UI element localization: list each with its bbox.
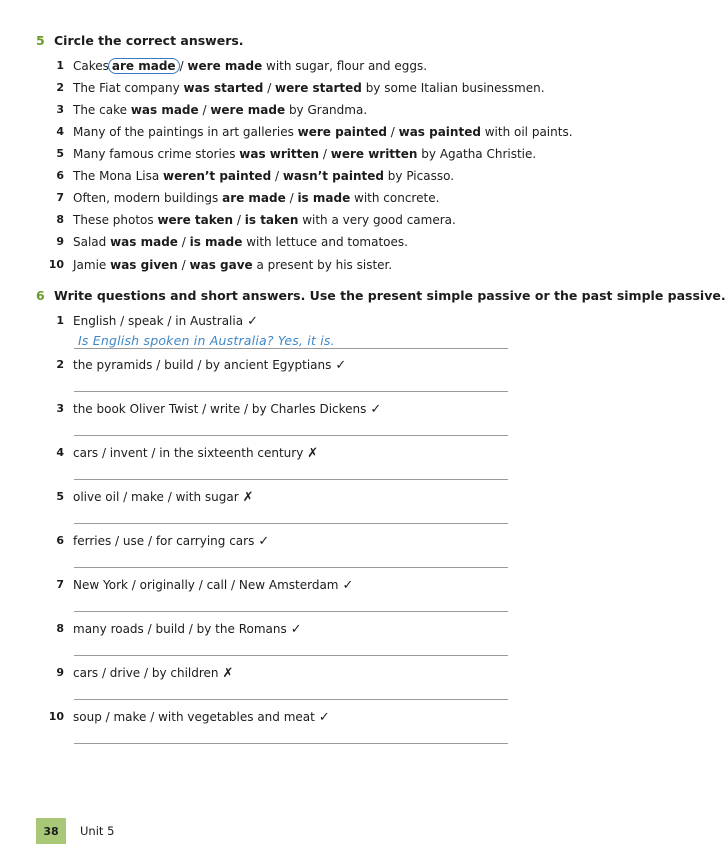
sentence-start: Jamie — [73, 258, 111, 272]
option-2[interactable]: were written — [330, 147, 418, 161]
separator: / — [233, 213, 245, 227]
item-number: 8 — [56, 213, 64, 226]
sentence-end: with sugar, flour and eggs. — [262, 59, 428, 73]
check-icon: ✓ — [247, 314, 258, 329]
separator: / — [179, 59, 188, 73]
item-prompt — [73, 402, 381, 417]
item-sentence — [73, 147, 536, 161]
option-2[interactable]: is made — [297, 191, 351, 205]
item-number: 9 — [56, 666, 64, 679]
item-number: 8 — [56, 622, 64, 635]
sentence-end: a present by his sister. — [252, 258, 393, 272]
exercise-title: Write questions and short answers. Use the present simple passive or the past simple passive. — [54, 288, 726, 303]
check-icon: ✓ — [258, 534, 270, 549]
option-1[interactable]: was started — [183, 81, 264, 95]
answer-line[interactable] — [74, 479, 508, 480]
item-prompt — [73, 446, 318, 461]
page-footer — [0, 818, 638, 849]
option-1[interactable]: was made — [110, 235, 178, 249]
item-sentence — [73, 125, 573, 139]
item-sentence — [73, 258, 392, 272]
answer-handwriting: Is English spoken in Australia? Yes, it is. — [78, 333, 335, 348]
sentence-start: Many of the paintings in art galleries — [73, 125, 298, 139]
sentence-start: The Fiat company — [73, 81, 184, 95]
item-prompt — [73, 314, 258, 329]
item-number: 5 — [56, 147, 64, 160]
separator: / — [271, 169, 283, 183]
cross-icon: ✗ — [222, 666, 234, 681]
sentence-start: Salad — [73, 235, 111, 249]
separator: / — [386, 125, 399, 139]
sentence-end: by Picasso. — [383, 169, 455, 183]
option-1[interactable]: was written — [239, 147, 320, 161]
item-number: 4 — [56, 446, 64, 459]
answer-line[interactable] — [74, 523, 508, 524]
item-sentence — [73, 235, 408, 249]
option-1[interactable]: was given — [110, 258, 178, 272]
item-prompt — [73, 578, 353, 593]
item-number: 4 — [56, 125, 64, 138]
item-number: 7 — [56, 191, 64, 204]
exercise-number: 5 — [36, 33, 45, 48]
option-2[interactable]: were started — [275, 81, 362, 95]
item-prompt — [73, 666, 233, 681]
answer-line[interactable] — [74, 391, 508, 392]
cross-icon: ✗ — [242, 490, 254, 505]
sentence-end: with a very good camera. — [298, 213, 456, 227]
prompt-text: cars / drive / by children — [73, 666, 219, 680]
item-prompt — [73, 358, 346, 373]
unit-label: Unit 5 — [80, 824, 115, 838]
exercise-title: Circle the correct answers. — [54, 33, 244, 48]
sentence-start: The cake — [73, 103, 131, 117]
circled-answer[interactable]: are made — [108, 58, 180, 74]
separator: / — [319, 147, 331, 161]
item-number: 6 — [56, 534, 64, 547]
prompt-text: New York / originally / call / New Amsterdam — [73, 578, 339, 592]
answer-line[interactable] — [74, 611, 508, 612]
item-number: 7 — [56, 578, 64, 591]
prompt-text: English / speak / in Australia — [73, 314, 244, 328]
option-2[interactable]: is made — [189, 235, 243, 249]
item-sentence — [73, 191, 439, 205]
option-2[interactable]: wasn’t painted — [282, 169, 384, 183]
option-2[interactable]: was gave — [189, 258, 253, 272]
option-2[interactable]: is taken — [244, 213, 299, 227]
option-1[interactable]: are made — [222, 191, 286, 205]
answer-line[interactable] — [74, 655, 508, 656]
option-2[interactable]: were made — [210, 103, 286, 117]
item-prompt — [73, 622, 302, 637]
separator: / — [285, 191, 298, 205]
item-prompt — [73, 490, 254, 505]
item-number: 6 — [56, 169, 64, 182]
item-number: 3 — [56, 103, 64, 116]
prompt-text: the pyramids / build / by ancient Egyptians — [73, 358, 332, 372]
prompt-text: cars / invent / in the sixteenth century — [73, 446, 304, 460]
separator: / — [177, 258, 190, 272]
answer-line[interactable] — [74, 567, 508, 568]
item-number: 1 — [56, 59, 64, 72]
sentence-start: Many famous crime stories — [73, 147, 240, 161]
exercise-number: 6 — [36, 288, 45, 303]
option-2[interactable]: was painted — [398, 125, 481, 139]
prompt-text: soup / make / with vegetables and meat — [73, 710, 315, 724]
separator: / — [177, 235, 190, 249]
item-number: 1 — [56, 314, 64, 327]
check-icon: ✓ — [335, 358, 347, 373]
item-number: 10 — [48, 710, 64, 723]
item-number: 3 — [56, 402, 64, 415]
separator: / — [263, 81, 276, 95]
sentence-end: by some Italian businessmen. — [361, 81, 545, 95]
option-1[interactable]: was made — [130, 103, 199, 117]
sentence-end: by Grandma. — [285, 103, 368, 117]
sentence-start: These photos — [73, 213, 158, 227]
check-icon: ✓ — [370, 402, 382, 417]
answer-line[interactable] — [74, 743, 508, 744]
option-1[interactable]: were taken — [157, 213, 234, 227]
prompt-text: many roads / build / by the Romans — [73, 622, 287, 636]
option-1[interactable]: were painted — [297, 125, 387, 139]
cross-icon: ✗ — [307, 446, 319, 461]
item-sentence — [73, 81, 545, 95]
check-icon: ✓ — [290, 622, 302, 637]
sentence-start: The Mona Lisa — [73, 169, 164, 183]
item-sentence — [73, 59, 427, 73]
item-number: 10 — [48, 258, 64, 271]
check-icon: ✓ — [318, 710, 330, 725]
prompt-text: ferries / use / for carrying cars — [73, 534, 255, 548]
item-prompt — [73, 534, 269, 549]
sentence-end: with concrete. — [350, 191, 440, 205]
item-number: 2 — [56, 81, 64, 94]
exercise-6-heading — [36, 288, 726, 303]
item-number: 2 — [56, 358, 64, 371]
answer-line[interactable] — [74, 348, 508, 349]
item-number: 9 — [56, 235, 64, 248]
answer-line[interactable] — [74, 699, 508, 700]
page-number: 38 — [36, 818, 66, 844]
prompt-text: the book Oliver Twist / write / by Charles Dickens — [73, 402, 367, 416]
item-number: 5 — [56, 490, 64, 503]
answer-line[interactable] — [74, 435, 508, 436]
item-sentence — [73, 103, 367, 117]
separator: / — [198, 103, 211, 117]
sentence-end: with lettuce and tomatoes. — [242, 235, 408, 249]
sentence-end: by Agatha Christie. — [417, 147, 537, 161]
sentence-end: with oil paints. — [480, 125, 573, 139]
item-prompt — [73, 710, 330, 725]
check-icon: ✓ — [342, 578, 354, 593]
sentence-start: Often, modern buildings — [73, 191, 223, 205]
option-2[interactable]: were made — [187, 59, 263, 73]
item-sentence — [73, 213, 456, 227]
option-1[interactable]: weren’t painted — [163, 169, 272, 183]
item-sentence — [73, 169, 454, 183]
exercise-5-heading — [36, 33, 244, 48]
sentence-start: Cakes — [73, 59, 109, 73]
footer-band — [0, 844, 638, 849]
prompt-text: olive oil / make / with sugar — [73, 490, 239, 504]
